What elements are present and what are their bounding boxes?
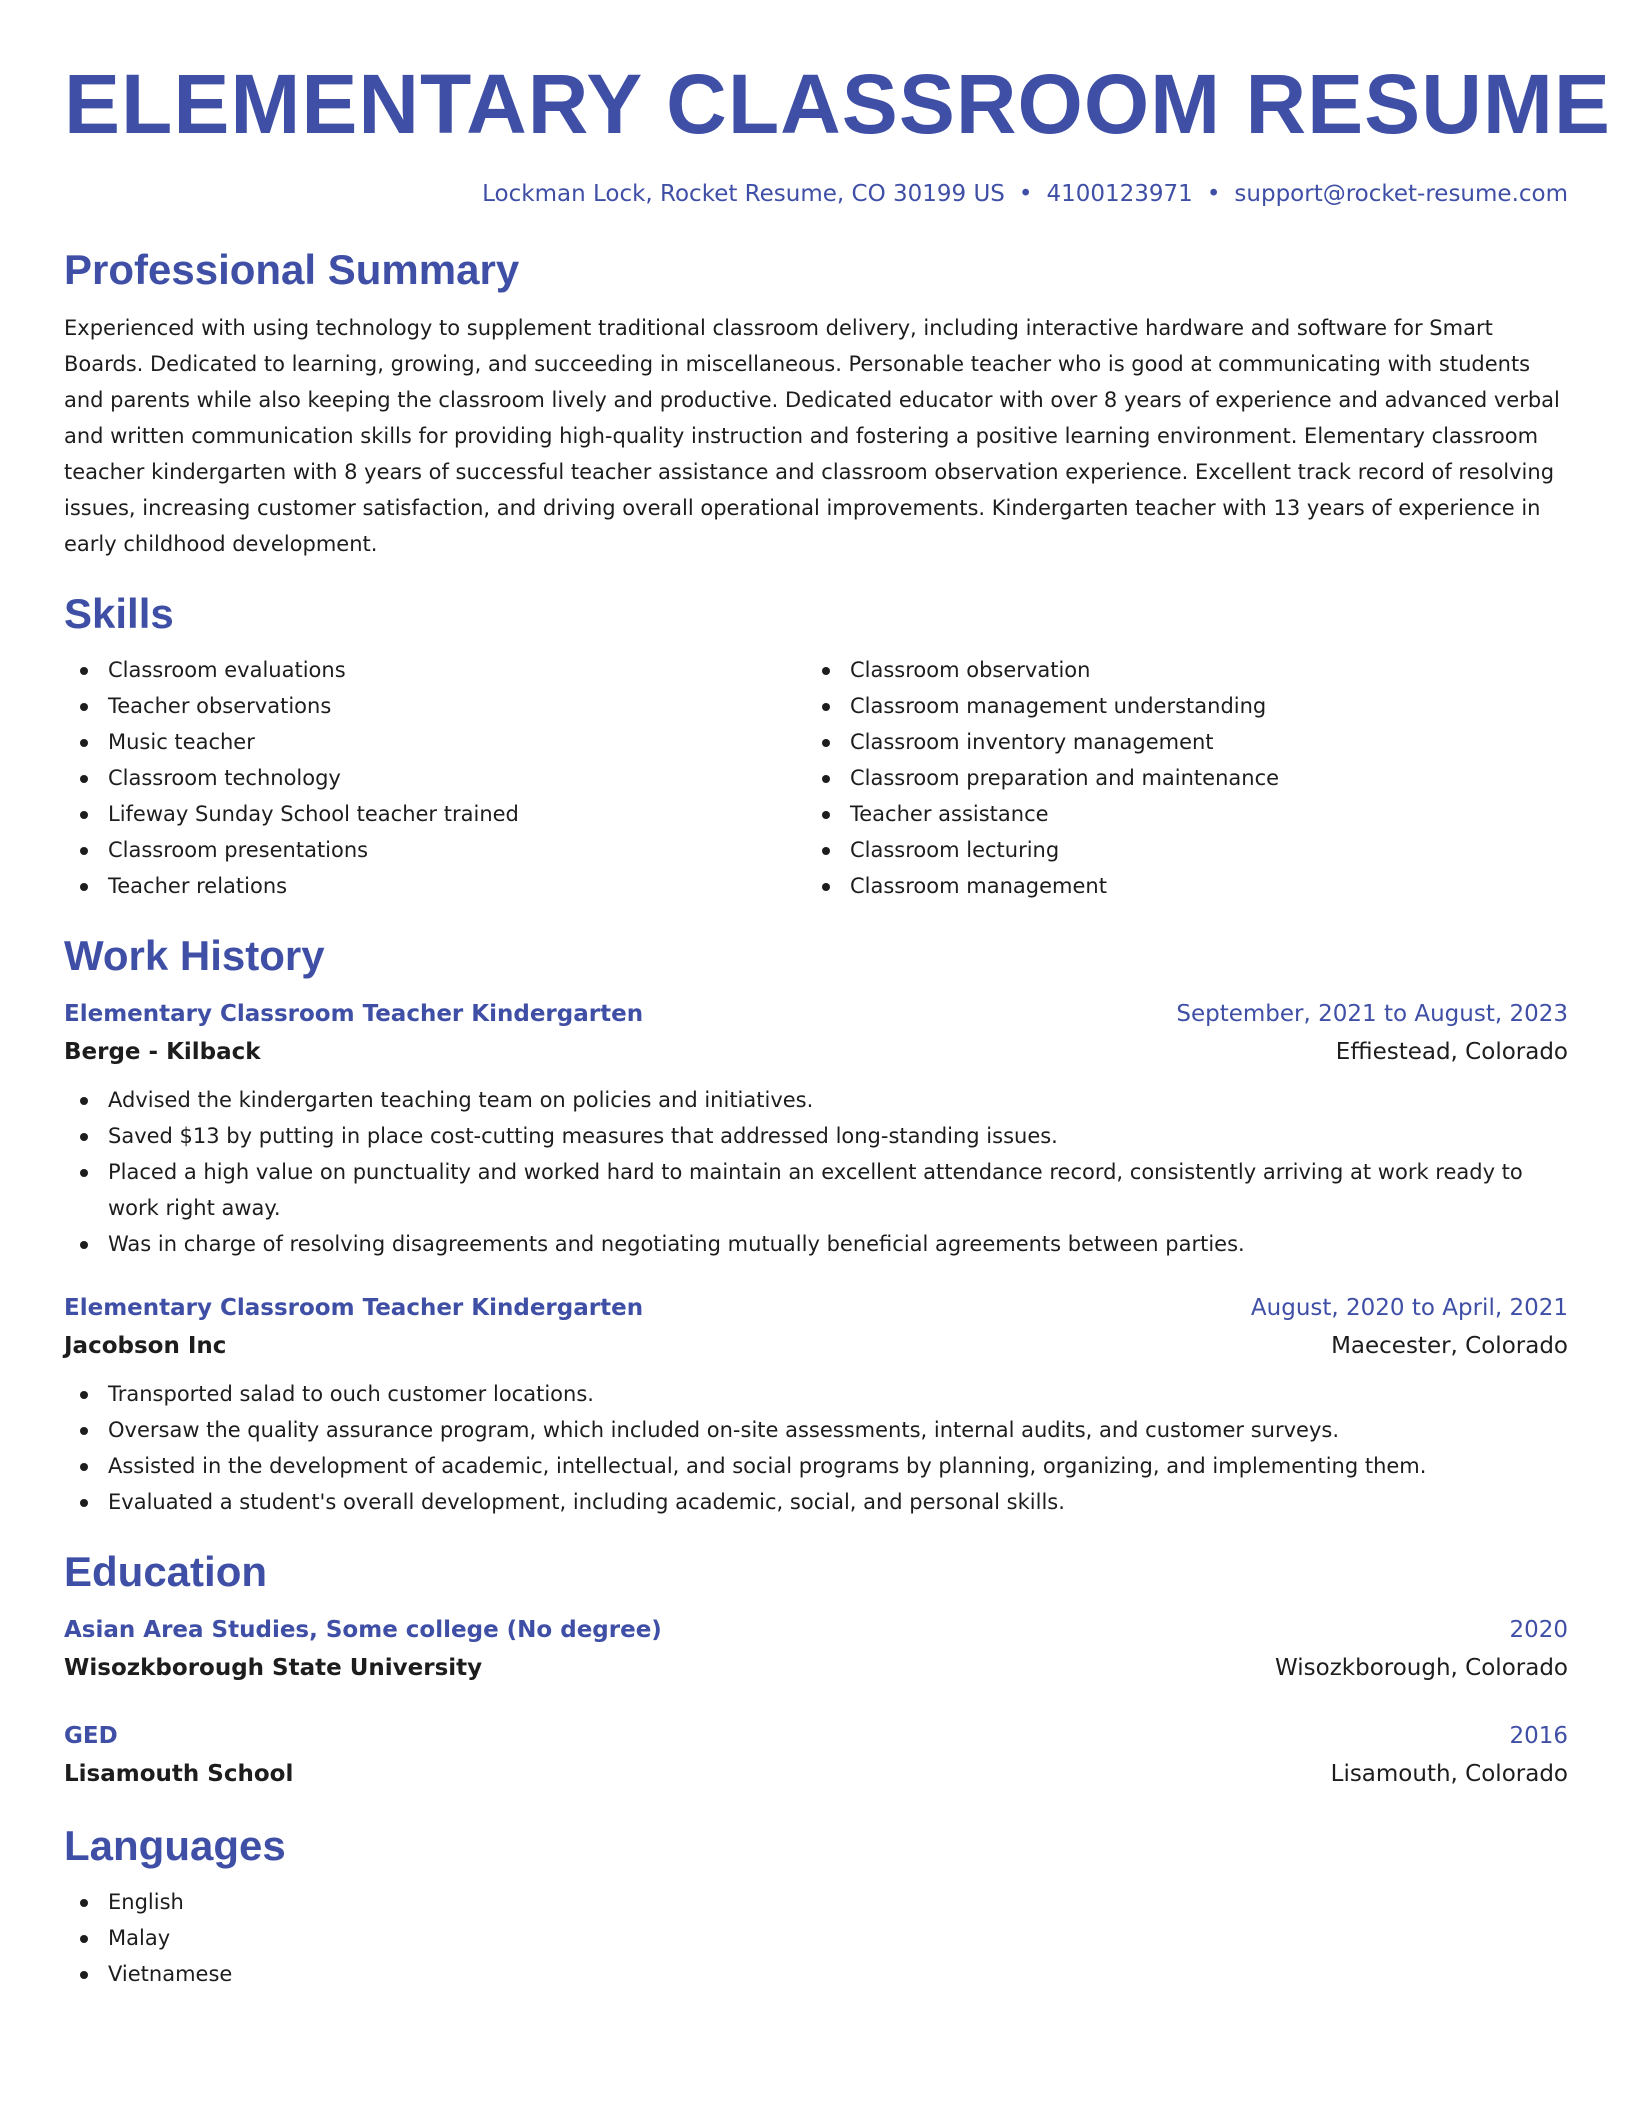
resume-page xyxy=(64,0,1611,1992)
skill-item: Teacher observations xyxy=(64,688,806,724)
summary-section xyxy=(64,244,1568,562)
skill-item: Classroom preparation and maintenance xyxy=(806,760,1548,796)
contact-line xyxy=(64,178,1568,210)
skills-list-right xyxy=(806,652,1548,904)
job-location: Maecester, Colorado xyxy=(1331,1333,1568,1359)
education-school: Lisamouth School xyxy=(64,1761,294,1787)
resume-header xyxy=(64,54,1611,210)
education-degree: Asian Area Studies, Some college (No degree) xyxy=(64,1617,662,1643)
job-company: Berge - Kilback xyxy=(64,1039,261,1065)
language-item: Vietnamese xyxy=(64,1956,1568,1992)
education-school-row xyxy=(64,1648,1568,1688)
job-bullet: Advised the kindergarten teaching team on policies and initiatives. xyxy=(64,1082,1568,1118)
job-title: Elementary Classroom Teacher Kindergarten xyxy=(64,1001,644,1027)
contact-separator: • xyxy=(1018,181,1033,207)
education-degree: GED xyxy=(64,1723,118,1749)
job-location: Effiestead, Colorado xyxy=(1335,1039,1568,1065)
job-company-row xyxy=(64,1032,1568,1072)
job-bullet: Assisted in the development of academic, intellectual, and social programs by planning, organizing, and implementing them. xyxy=(64,1448,1568,1484)
education-year: 2020 xyxy=(1509,1617,1568,1643)
skill-item: Classroom inventory management xyxy=(806,724,1548,760)
language-item: Malay xyxy=(64,1920,1568,1956)
education-entry xyxy=(64,1718,1568,1794)
education-year: 2016 xyxy=(1509,1723,1568,1749)
education-location: Wisozkborough, Colorado xyxy=(1275,1655,1568,1681)
skill-item: Teacher relations xyxy=(64,868,806,904)
job-bullet: Was in charge of resolving disagreements and negotiating mutually beneficial agreements between parties. xyxy=(64,1226,1568,1262)
education-section xyxy=(64,1546,1568,1794)
job-bullet: Oversaw the quality assurance program, which included on-site assessments, internal audits, and customer surveys. xyxy=(64,1412,1568,1448)
summary-text: Experienced with using technology to supplement traditional classroom delivery, including interactive hardware and software for Smart Boards. Dedicated to learning, growing, and succeeding in miscellaneous. Personable teacher who is good at communicating with students and parents while also keeping the classroom lively and productive. Dedicated educator with over 8 years of experience and advanced verbal and written communication skills for providing high-quality instruction and fostering a positive learning environment. Elementary classroom teacher kindergarten with 8 years of successful teacher assistance and classroom observation experience. Excellent track record of resolving issues, increasing customer satisfaction, and driving overall operational improvements. Kindergarten teacher with 13 years of experience in early childhood development. xyxy=(64,316,1560,556)
education-degree-row xyxy=(64,1718,1568,1754)
languages-section xyxy=(64,1820,1568,1992)
job-title: Elementary Classroom Teacher Kindergarten xyxy=(64,1295,644,1321)
job-title-row xyxy=(64,996,1568,1032)
job-bullet: Placed a high value on punctuality and worked hard to maintain an excellent attendance record, consistently arriving at work ready to work right away. xyxy=(64,1154,1568,1226)
contact-phone[interactable]: 4100123971 xyxy=(1046,181,1193,207)
job-bullets xyxy=(64,1376,1568,1520)
job-bullet: Saved $13 by putting in place cost-cutting measures that addressed long-standing issues. xyxy=(64,1118,1568,1154)
education-location: Lisamouth, Colorado xyxy=(1330,1761,1568,1787)
skills-section xyxy=(64,588,1568,904)
skill-item: Classroom presentations xyxy=(64,832,806,868)
job-dates: August, 2020 to April, 2021 xyxy=(1250,1295,1568,1321)
resume-title: ELEMENTARY CLASSROOM RESUME xyxy=(64,57,1611,151)
job-title-row xyxy=(64,1290,1568,1326)
skill-item: Lifeway Sunday School teacher trained xyxy=(64,796,806,832)
job-company-row xyxy=(64,1326,1568,1366)
languages-list xyxy=(64,1884,1568,1992)
summary-heading: Professional Summary xyxy=(64,246,520,293)
languages-heading: Languages xyxy=(64,1822,286,1869)
education-school: Wisozkborough State University xyxy=(64,1655,483,1681)
job-entry xyxy=(64,996,1568,1262)
contact-email[interactable]: support@rocket-resume.com xyxy=(1234,181,1568,207)
contact-separator: • xyxy=(1206,181,1221,207)
contact-address: Lockman Lock, Rocket Resume, CO 30199 US xyxy=(482,181,1005,207)
skills-heading: Skills xyxy=(64,590,174,637)
job-bullet: Transported salad to ouch customer locations. xyxy=(64,1376,1568,1412)
skill-item: Classroom management understanding xyxy=(806,688,1548,724)
skill-item: Classroom evaluations xyxy=(64,652,806,688)
work-section xyxy=(64,930,1568,1520)
education-entry xyxy=(64,1612,1568,1688)
skills-list-left xyxy=(64,652,806,904)
skill-item: Classroom management xyxy=(806,868,1548,904)
skill-item: Classroom lecturing xyxy=(806,832,1548,868)
education-heading: Education xyxy=(64,1548,268,1595)
skill-item: Classroom technology xyxy=(64,760,806,796)
job-bullets xyxy=(64,1082,1568,1262)
job-bullet: Evaluated a student's overall development, including academic, social, and personal skills. xyxy=(64,1484,1568,1520)
education-degree-row xyxy=(64,1612,1568,1648)
work-heading: Work History xyxy=(64,932,325,979)
skills-grid xyxy=(64,652,1568,904)
job-entry xyxy=(64,1290,1568,1520)
language-item: English xyxy=(64,1884,1568,1920)
job-dates: September, 2021 to August, 2023 xyxy=(1176,1001,1568,1027)
skill-item: Music teacher xyxy=(64,724,806,760)
skill-item: Teacher assistance xyxy=(806,796,1548,832)
skill-item: Classroom observation xyxy=(806,652,1548,688)
job-company: Jacobson Inc xyxy=(64,1333,227,1359)
education-school-row xyxy=(64,1754,1568,1794)
